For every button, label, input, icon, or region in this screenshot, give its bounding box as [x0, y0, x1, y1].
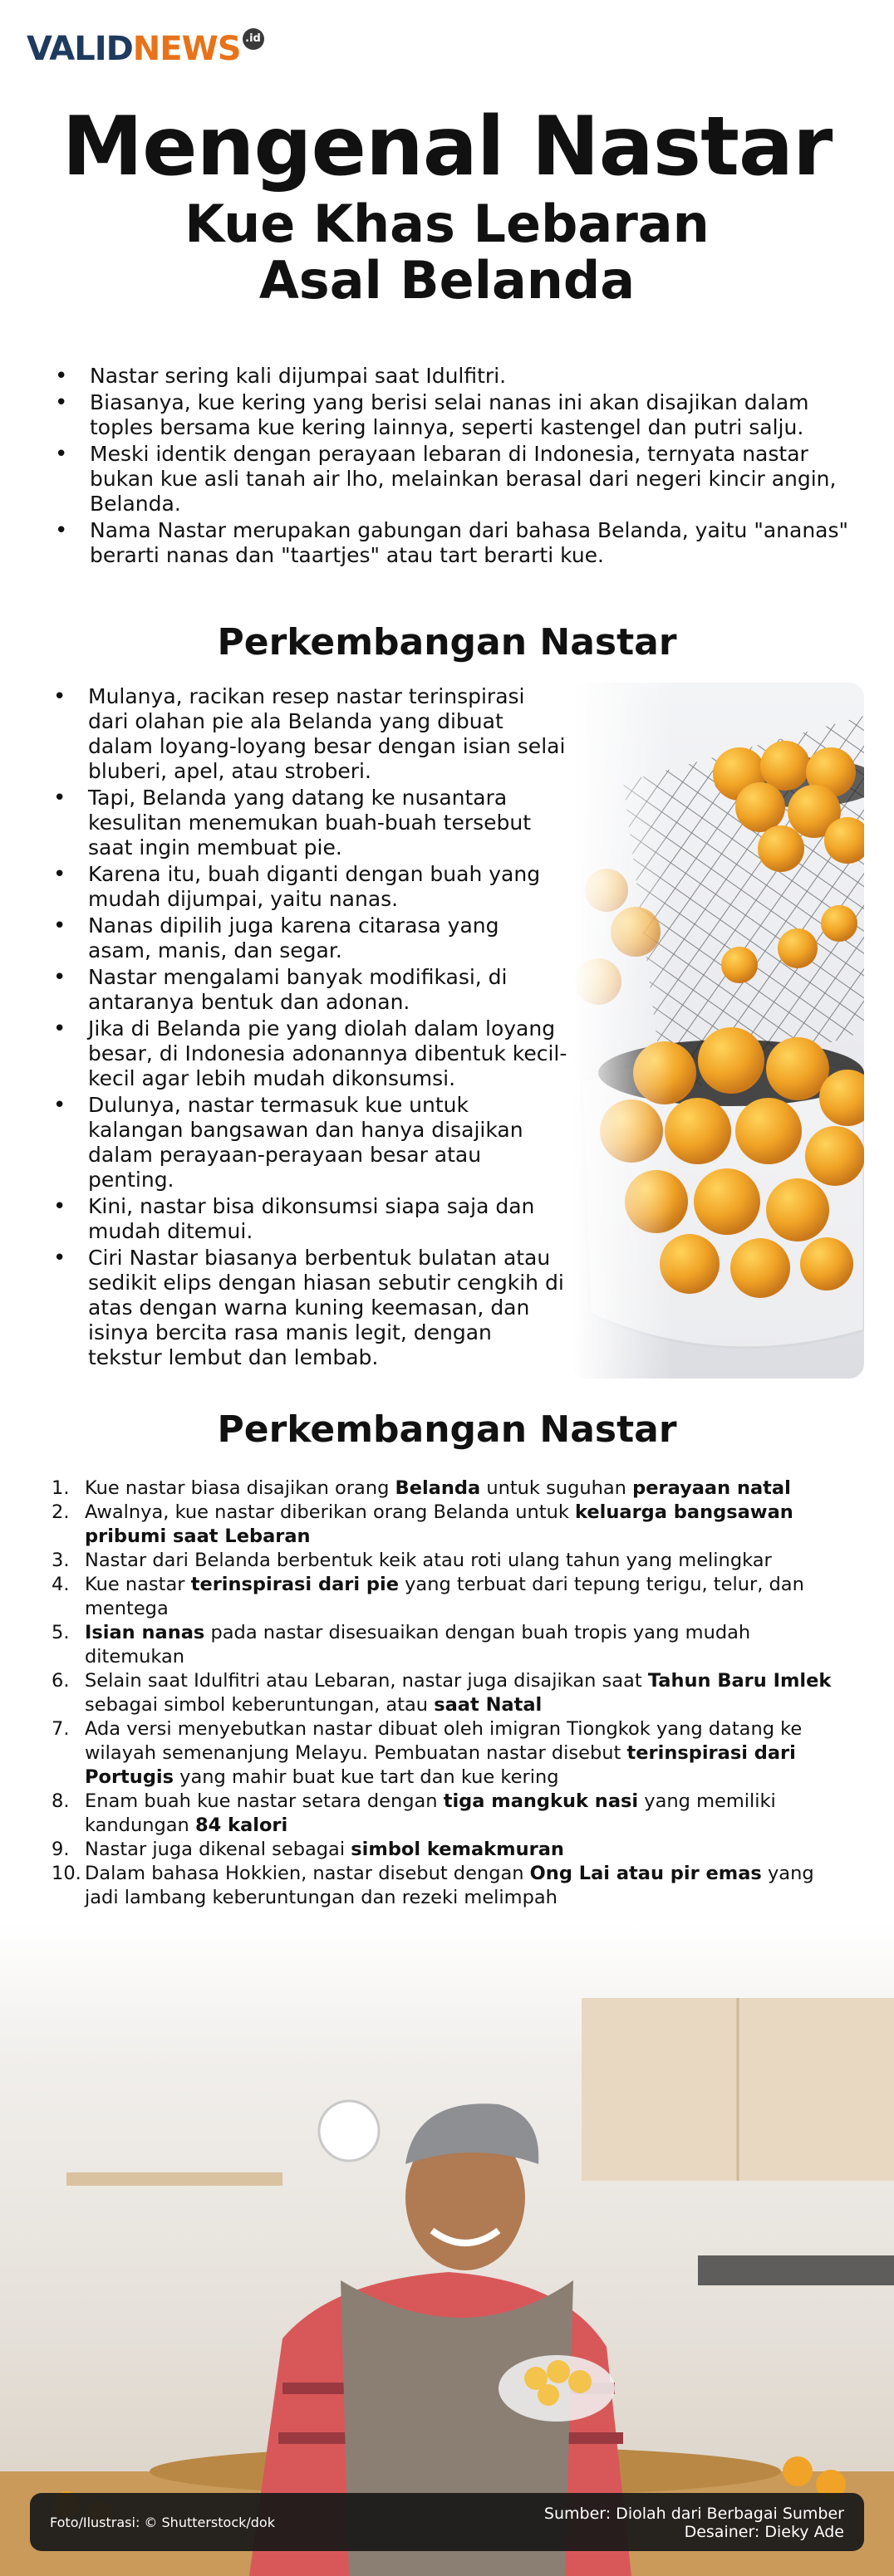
body-text: untuk suguhan	[480, 1477, 633, 1499]
body-text: Kue nastar biasa disajikan orang	[85, 1477, 395, 1499]
intro-list	[50, 364, 864, 570]
designer-text: Desainer: Dieky Ade	[684, 2523, 844, 2541]
body-text: Nastar juga dikenal sebagai	[85, 1839, 351, 1860]
page-subtitle	[0, 193, 894, 311]
body-text: yang mahir buat kue tart dan kue kering	[174, 1766, 559, 1788]
section1-item: • Ciri Nastar biasanya berbentuk bulatan atau sedikit elips dengan hiasan sebutir cengkih di atas dengan warna kuning keemasan, dan isinya bercita rasa manis legit, dengan tekstur lembut dan lembab.	[48, 1246, 567, 1370]
footer-bar	[30, 2493, 864, 2551]
nastar-cookies-photo	[573, 683, 864, 1379]
highlight-text: Belanda	[395, 1477, 481, 1499]
section2-item	[52, 1862, 849, 1910]
baker-photo	[0, 1923, 894, 2576]
body-text: sebagai simbol keberuntungan, atau	[85, 1694, 435, 1716]
section-heading-1: Perkembangan Nastar	[217, 621, 677, 664]
section2-list	[52, 1477, 849, 1910]
body-text: Awalnya, kue nastar diberikan orang Belanda untuk	[85, 1501, 576, 1523]
photo-fade	[573, 683, 673, 1379]
highlight-text: Ong Lai atau pir emas	[529, 1863, 762, 1884]
body-text: Selain saat Idulfitri atau Lebaran, nastar juga disajikan saat	[85, 1670, 648, 1692]
section2-item	[52, 1838, 849, 1862]
section1-item: • Nastar mengalami banyak modifikasi, di antaranya bentuk dan adonan.	[48, 965, 567, 1015]
intro-item: • Meski identik dengan perayaan lebaran di Indonesia, ternyata nastar bukan kue asli tanah air lho, melainkan berasal dari negeri kincir angin, Belanda.	[50, 442, 864, 517]
section1-item: • Mulanya, racikan resep nastar terinspirasi dari olahan pie ala Belanda yang dibuat dalam loyang-loyang besar dengan isian selai bluberi, apel, atau stroberi.	[48, 684, 567, 784]
subtitle-line-2: Asal Belanda	[258, 250, 636, 311]
photo-credit: Foto/Ilustrasi: © Shutterstock/dok	[50, 2515, 275, 2530]
section2-item	[52, 1669, 849, 1717]
highlight-text: tiga mangkuk nasi	[443, 1790, 639, 1812]
logo-tld-badge: .id	[243, 28, 264, 50]
subtitle-line-1: Kue Khas Lebaran	[184, 193, 710, 254]
highlight-text: Isian nanas	[85, 1622, 205, 1643]
section1-item: • Dulunya, nastar termasuk kue untuk kalangan bangsawan dan hanya disajikan dalam perayaan-perayaan besar atau penting.	[48, 1093, 567, 1193]
section1-item: • Karena itu, buah diganti dengan buah yang mudah dijumpai, yaitu nanas.	[48, 862, 567, 912]
body-text: Kue nastar	[85, 1574, 191, 1595]
section1-item: • Tapi, Belanda yang datang ke nusantara kesulitan menemukan buah-buah tersebut saat ingin membuat pie.	[48, 786, 567, 860]
body-text: Ada versi menyebutkan nastar dibuat oleh imigran Tiongkok yang datang ke wilayah semenanjung Melayu. Pembuatan nastar disebut	[85, 1718, 803, 1764]
highlight-text: terinspirasi dari pie	[190, 1574, 399, 1595]
body-text: yang terbuat dari tepung terigu, telur, dan mentega	[85, 1574, 804, 1619]
intro-item: • Biasanya, kue kering yang berisi selai nanas ini akan disajikan dalam toples bersama kue kering lainnya, seperti kastengel dan putri salju.	[50, 390, 864, 440]
intro-item: • Nama Nastar merupakan gabungan dari bahasa Belanda, yaitu "ananas" berarti nanas dan "taartjes" atau tart berarti kue.	[50, 518, 864, 568]
source-block	[544, 2505, 844, 2541]
section2-item	[52, 1573, 849, 1621]
section2-item	[52, 1717, 849, 1790]
logo-valid: VALID	[27, 30, 133, 68]
body-text: pada nastar disesuaikan dengan buah tropis yang mudah ditemukan	[85, 1622, 751, 1668]
highlight-text: 84 kalori	[194, 1814, 288, 1836]
section1-item: • Nanas dipilih juga karena citarasa yang asam, manis, dan segar.	[48, 913, 567, 963]
body-text: Dalam bahasa Hokkien, nastar disebut dengan	[85, 1863, 530, 1884]
highlight-text: simbol kemakmuran	[351, 1839, 564, 1860]
section1-item: • Kini, nastar bisa dikonsumsi siapa saja dan mudah ditemui.	[48, 1194, 567, 1244]
source-text: Sumber: Diolah dari Berbagai Sumber	[543, 2505, 844, 2523]
section1-item: • Jika di Belanda pie yang diolah dalam loyang besar, di Indonesia adonannya dibentuk kecil-kecil agar lebih mudah dikonsumsi.	[48, 1016, 567, 1091]
body-text: yang jadi lambang keberuntungan dan rezeki melimpah	[85, 1863, 814, 1908]
section2-item	[52, 1621, 849, 1669]
highlight-text: perayaan natal	[632, 1477, 791, 1499]
section2-item	[52, 1549, 849, 1573]
section1-list	[48, 684, 567, 1372]
page-title: Mengenal Nastar	[61, 100, 833, 194]
section2-item	[52, 1790, 849, 1838]
body-text: yang memiliki kandungan	[85, 1790, 776, 1836]
section2-item	[52, 1501, 849, 1549]
intro-item: • Nastar sering kali dijumpai saat Idulfitri.	[50, 364, 864, 389]
highlight-text: terinspirasi dari Portugis	[85, 1742, 796, 1788]
logo-news: NEWS	[132, 30, 241, 68]
highlight-text: Tahun Baru Imlek	[647, 1670, 832, 1692]
body-text: Enam buah kue nastar setara dengan	[85, 1790, 444, 1812]
validnews-logo[interactable]	[27, 30, 264, 68]
body-text: Nastar dari Belanda berbentuk keik atau roti ulang tahun yang melingkar	[85, 1550, 772, 1571]
section-heading-2: Perkembangan Nastar	[217, 1408, 677, 1451]
highlight-text: keluarga bangsawan pribumi saat Lebaran	[85, 1501, 793, 1547]
section2-item	[52, 1477, 849, 1501]
highlight-text: saat Natal	[434, 1694, 543, 1716]
baker-illustration	[0, 1923, 894, 2576]
